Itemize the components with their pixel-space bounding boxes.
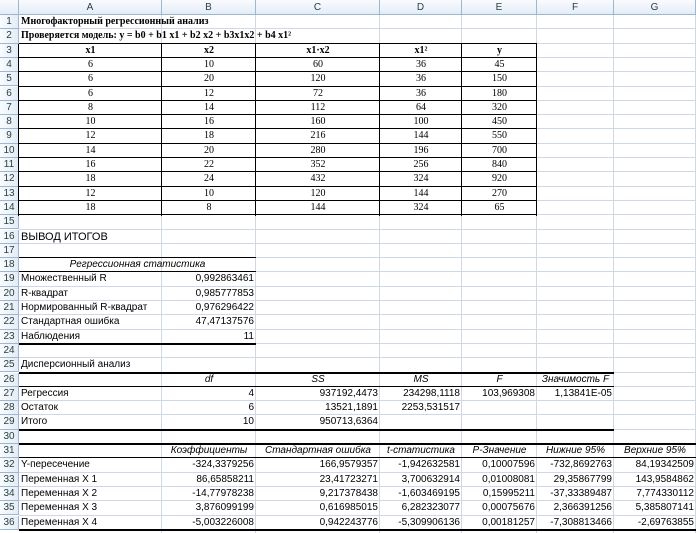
row-header-32[interactable]: 32 (0, 458, 19, 472)
row-header-10[interactable]: 10 (0, 144, 19, 158)
regstat-header[interactable]: Регрессионная статистика (69, 259, 206, 271)
anova-header[interactable]: F (496, 373, 503, 385)
coef-value[interactable]: 0,15995211 (482, 487, 535, 499)
table1-cell[interactable]: 16 (85, 159, 96, 170)
row-header-31[interactable]: 31 (0, 444, 19, 458)
table1-cell[interactable]: 20 (204, 144, 214, 156)
row-header-25[interactable]: 25 (0, 358, 19, 372)
table1-cell[interactable]: 320 (492, 101, 507, 113)
table1-cell[interactable]: 64 (416, 101, 426, 113)
row-header-9[interactable]: 9 (0, 129, 19, 143)
row-header-23[interactable]: 23 (0, 330, 19, 344)
coef-value[interactable]: -1,603469195 (398, 487, 460, 499)
regstat-value[interactable]: 0,992863461 (195, 273, 254, 285)
table1-cell[interactable]: 20 (204, 73, 214, 85)
table1-cell[interactable]: 10 (204, 58, 214, 70)
row-header-21[interactable]: 21 (0, 301, 19, 315)
coef-label[interactable]: Y-пересечение (21, 459, 90, 471)
row-header-26[interactable]: 26 (0, 373, 19, 387)
table1-cell[interactable]: 920 (492, 173, 507, 185)
coef-border (19, 529, 696, 531)
row-header-4[interactable]: 4 (0, 58, 19, 72)
table1-cell[interactable]: 450 (492, 116, 507, 128)
table1-cell[interactable]: 120 (310, 187, 326, 199)
anova-value[interactable]: 937192,4473 (319, 387, 378, 399)
row-header-8[interactable]: 8 (0, 115, 19, 129)
table1-border (19, 128, 537, 129)
table1-cell[interactable]: 144 (310, 201, 326, 213)
table1-header[interactable]: x1² (414, 44, 428, 56)
model-cell[interactable]: Проверяется модель: y = b0 + b1 x1 + b2 x2 + b3x1x2 + b4 x1² (21, 30, 292, 42)
anova-border (19, 429, 614, 431)
table1-cell[interactable]: 8 (206, 201, 212, 213)
table1-header[interactable]: x1 (85, 44, 96, 56)
table1-cell[interactable]: 18 (85, 201, 96, 213)
coef-value[interactable]: 6,282323077 (401, 502, 460, 514)
regstat-label[interactable]: Наблюдения (21, 330, 81, 342)
coef-value[interactable]: 7,774330112 (636, 487, 694, 499)
coef-value[interactable]: 84,19342509 (635, 459, 694, 471)
table1-cell[interactable]: 10 (85, 116, 96, 128)
coef-header[interactable]: Нижние 95% (545, 445, 606, 456)
anova-value[interactable]: 13521,1891 (325, 402, 378, 414)
coef-value[interactable]: -2,69763855 (637, 516, 694, 528)
coef-value[interactable]: 86,65858211 (196, 473, 254, 485)
table1-cell[interactable]: 12 (85, 130, 96, 142)
column-header-f[interactable]: F (537, 0, 614, 15)
table1-cell[interactable]: 160 (310, 116, 326, 128)
table1-border (19, 200, 537, 201)
regstat-border (19, 257, 256, 258)
row-header-12[interactable]: 12 (0, 172, 19, 186)
table1-header[interactable]: y (497, 44, 502, 56)
anova-border (19, 372, 614, 374)
table1-border (536, 44, 537, 216)
table1-cell[interactable]: 324 (413, 201, 429, 213)
table1-cell[interactable]: 22 (204, 159, 214, 170)
output-title[interactable]: ВЫВОД ИТОГОВ (21, 230, 108, 243)
row-header-14[interactable]: 14 (0, 201, 19, 215)
coef-value[interactable]: 143,9584862 (635, 473, 694, 485)
table1-cell[interactable]: 45 (494, 58, 505, 70)
table1-cell[interactable]: 216 (310, 130, 326, 142)
table1-border (19, 43, 537, 44)
table1-border (461, 44, 462, 216)
table1-cell[interactable]: 36 (416, 87, 426, 99)
table1-cell[interactable]: 112 (310, 101, 326, 113)
regstat-border (19, 343, 256, 345)
table1-border (19, 57, 537, 58)
table1-border (19, 86, 537, 87)
coef-header[interactable]: Стандартная ошибка (264, 445, 371, 456)
coef-value[interactable]: -7,308813466 (550, 516, 612, 528)
row-header-36[interactable]: 36 (0, 516, 19, 530)
table1-cell[interactable]: 36 (416, 58, 426, 70)
coef-value[interactable]: 0,00075676 (482, 502, 535, 514)
row-header-15[interactable]: 15 (0, 215, 19, 229)
column-header-a[interactable]: A (19, 0, 162, 15)
coef-value[interactable]: 3,876099199 (195, 502, 254, 514)
anova-header[interactable]: MS (413, 373, 429, 385)
coef-header[interactable]: t-статистика (387, 445, 455, 456)
row-header-20[interactable]: 20 (0, 287, 19, 301)
table1-cell[interactable]: 840 (492, 159, 507, 170)
row-header-16[interactable]: 16 (0, 230, 19, 244)
anova-border (19, 386, 614, 387)
table1-border (19, 157, 537, 158)
table1-cell[interactable]: 6 (88, 73, 93, 85)
row-header-30[interactable]: 30 (0, 430, 19, 444)
regstat-label[interactable]: Множественный R (21, 273, 107, 285)
table1-border (19, 143, 537, 144)
table1-cell[interactable]: 270 (492, 187, 507, 199)
table1-cell[interactable]: 432 (310, 173, 326, 185)
coef-label[interactable]: Переменная X 1 (21, 473, 98, 485)
anova-label[interactable]: Остаток (21, 402, 58, 414)
row-header-11[interactable]: 11 (0, 158, 19, 172)
table1-border (161, 44, 162, 216)
column-header-g[interactable]: G (614, 0, 696, 15)
coef-value[interactable]: 0,10007596 (482, 459, 535, 471)
anova-header[interactable]: df (204, 373, 214, 385)
anova-value[interactable]: 950713,6364 (319, 416, 378, 428)
anova-label[interactable]: Итого (21, 416, 48, 428)
table1-cell[interactable]: 12 (204, 87, 214, 99)
coef-label[interactable]: Переменная X 2 (21, 487, 98, 499)
anova-header[interactable]: SS (311, 373, 325, 385)
row-header-33[interactable]: 33 (0, 473, 19, 487)
anova-value[interactable]: 6 (248, 402, 254, 414)
table1-border (19, 214, 537, 215)
coef-value[interactable]: 9,217378438 (319, 487, 378, 499)
coef-value[interactable]: 3,700632914 (401, 473, 460, 485)
anova-value[interactable]: 10 (242, 416, 254, 428)
table1-cell[interactable]: 14 (204, 101, 214, 113)
row-header-2[interactable]: 2 (0, 29, 19, 43)
coef-border (19, 443, 696, 445)
table1-cell[interactable]: 18 (204, 130, 214, 142)
regstat-value[interactable]: 47,47137576 (195, 316, 254, 328)
table1-cell[interactable]: 352 (310, 159, 326, 170)
coef-header[interactable]: P-Значение (472, 445, 527, 456)
coef-value[interactable]: 0,01008081 (482, 473, 535, 485)
table1-cell[interactable]: 144 (413, 130, 429, 142)
coef-label[interactable]: Переменная X 4 (21, 516, 98, 528)
regstat-label[interactable]: Стандартная ошибка (21, 316, 120, 328)
row-header-18[interactable]: 18 (0, 258, 19, 272)
coef-value[interactable]: -324,3379256 (192, 459, 254, 471)
table1-cell[interactable]: 18 (85, 173, 96, 185)
anova-value[interactable]: 103,969308 (482, 387, 535, 399)
coef-value[interactable]: 0,616985015 (319, 502, 378, 514)
table1-header[interactable]: x1·x2 (306, 44, 330, 56)
row-header-19[interactable]: 19 (0, 272, 19, 286)
table1-cell[interactable]: 60 (313, 58, 323, 70)
select-all-corner[interactable] (0, 0, 19, 15)
coef-border (19, 457, 696, 458)
coef-value[interactable]: -5,003226008 (192, 516, 254, 528)
row-header-17[interactable]: 17 (0, 244, 19, 258)
table1-cell[interactable]: 196 (413, 144, 429, 156)
regstat-value[interactable]: 0,985777853 (195, 287, 254, 299)
table1-cell[interactable]: 16 (204, 116, 214, 128)
table1-cell[interactable]: 10 (204, 187, 214, 199)
regstat-label[interactable]: Нормированный R-квадрат (21, 302, 148, 313)
table1-cell[interactable]: 324 (413, 173, 429, 185)
coef-value[interactable]: 23,41723271 (319, 473, 378, 485)
table1-header[interactable]: x2 (204, 44, 214, 56)
coef-value[interactable]: 2,366391256 (553, 502, 612, 514)
coef-header[interactable]: Коэффициенты (170, 445, 248, 456)
table1-cell[interactable]: 6 (88, 87, 93, 99)
anova-value[interactable]: 1,13841E-05 (554, 387, 612, 399)
coef-value[interactable]: -37,33389487 (550, 487, 612, 499)
table1-cell[interactable]: 36 (416, 73, 426, 85)
regstat-value[interactable]: 0,976296422 (195, 302, 254, 313)
table1-cell[interactable]: 14 (85, 144, 96, 156)
table1-cell[interactable]: 700 (492, 144, 507, 156)
table1-cell[interactable]: 6 (88, 58, 93, 70)
table1-cell[interactable]: 100 (413, 116, 429, 128)
regstat-border (19, 271, 256, 272)
table1-border (19, 71, 537, 72)
column-header-b[interactable]: B (162, 0, 256, 15)
title-cell[interactable]: Многофакторный регрессионный анализ (21, 16, 209, 27)
row-header-27[interactable]: 27 (0, 387, 19, 401)
table1-cell[interactable]: 72 (313, 87, 323, 99)
row-header-28[interactable]: 28 (0, 401, 19, 415)
table1-cell[interactable]: 65 (494, 201, 505, 213)
row-header-35[interactable]: 35 (0, 501, 19, 515)
anova-value[interactable]: 234298,1118 (403, 387, 460, 399)
table1-cell[interactable]: 150 (492, 73, 507, 85)
coef-value[interactable]: 0,00181257 (482, 516, 535, 528)
row-header-3[interactable]: 3 (0, 44, 19, 58)
column-header-e[interactable]: E (462, 0, 537, 15)
coef-header[interactable]: Верхние 95% (624, 445, 686, 456)
table1-cell[interactable]: 12 (85, 187, 96, 199)
anova-header[interactable]: Значимость F (541, 373, 610, 385)
row-header-5[interactable]: 5 (0, 72, 19, 86)
table1-border (379, 44, 380, 216)
table1-cell[interactable]: 24 (204, 173, 214, 185)
coef-value[interactable]: 5,385807141 (635, 502, 694, 514)
coef-value[interactable]: 0,942243776 (319, 516, 378, 528)
coef-value[interactable]: -5,309906136 (398, 516, 460, 528)
row-header-7[interactable]: 7 (0, 101, 19, 115)
table1-border (19, 100, 537, 101)
row-header-34[interactable]: 34 (0, 487, 19, 501)
coef-value[interactable]: -1,942632581 (398, 459, 460, 471)
anova-title[interactable]: Дисперсионный анализ (21, 359, 131, 371)
regstat-label[interactable]: R-квадрат (21, 287, 69, 299)
coef-value[interactable]: -14,77978238 (192, 487, 254, 499)
row-header-13[interactable]: 13 (0, 187, 19, 201)
table1-cell[interactable]: 256 (413, 159, 429, 170)
row-header-24[interactable]: 24 (0, 344, 19, 358)
table1-border (18, 44, 19, 216)
table1-cell[interactable]: 120 (310, 73, 326, 85)
row-header-29[interactable]: 29 (0, 415, 19, 429)
regstat-value[interactable]: 11 (243, 330, 254, 342)
coef-value[interactable]: 29,35867799 (553, 473, 612, 485)
table1-border (19, 114, 537, 115)
table1-cell[interactable]: 144 (413, 187, 429, 199)
table1-border (19, 186, 537, 187)
row-header-1[interactable]: 1 (0, 15, 19, 29)
column-header-c[interactable]: C (256, 0, 380, 15)
table1-cell[interactable]: 8 (88, 101, 93, 113)
coef-label[interactable]: Переменная X 3 (21, 502, 98, 514)
coef-value[interactable]: 166,9579357 (319, 459, 378, 471)
table1-border (255, 44, 256, 216)
anova-value[interactable]: 4 (248, 387, 254, 399)
anova-label[interactable]: Регрессия (21, 387, 69, 399)
row-header-6[interactable]: 6 (0, 87, 19, 101)
table1-cell[interactable]: 180 (492, 87, 507, 99)
anova-value[interactable]: 2253,531517 (401, 402, 460, 414)
column-header-d[interactable]: D (380, 0, 462, 15)
table1-cell[interactable]: 550 (492, 130, 507, 142)
table1-cell[interactable]: 280 (310, 144, 326, 156)
row-header-22[interactable]: 22 (0, 315, 19, 329)
coef-value[interactable]: -732,8692763 (550, 459, 612, 471)
table1-border (19, 171, 537, 172)
